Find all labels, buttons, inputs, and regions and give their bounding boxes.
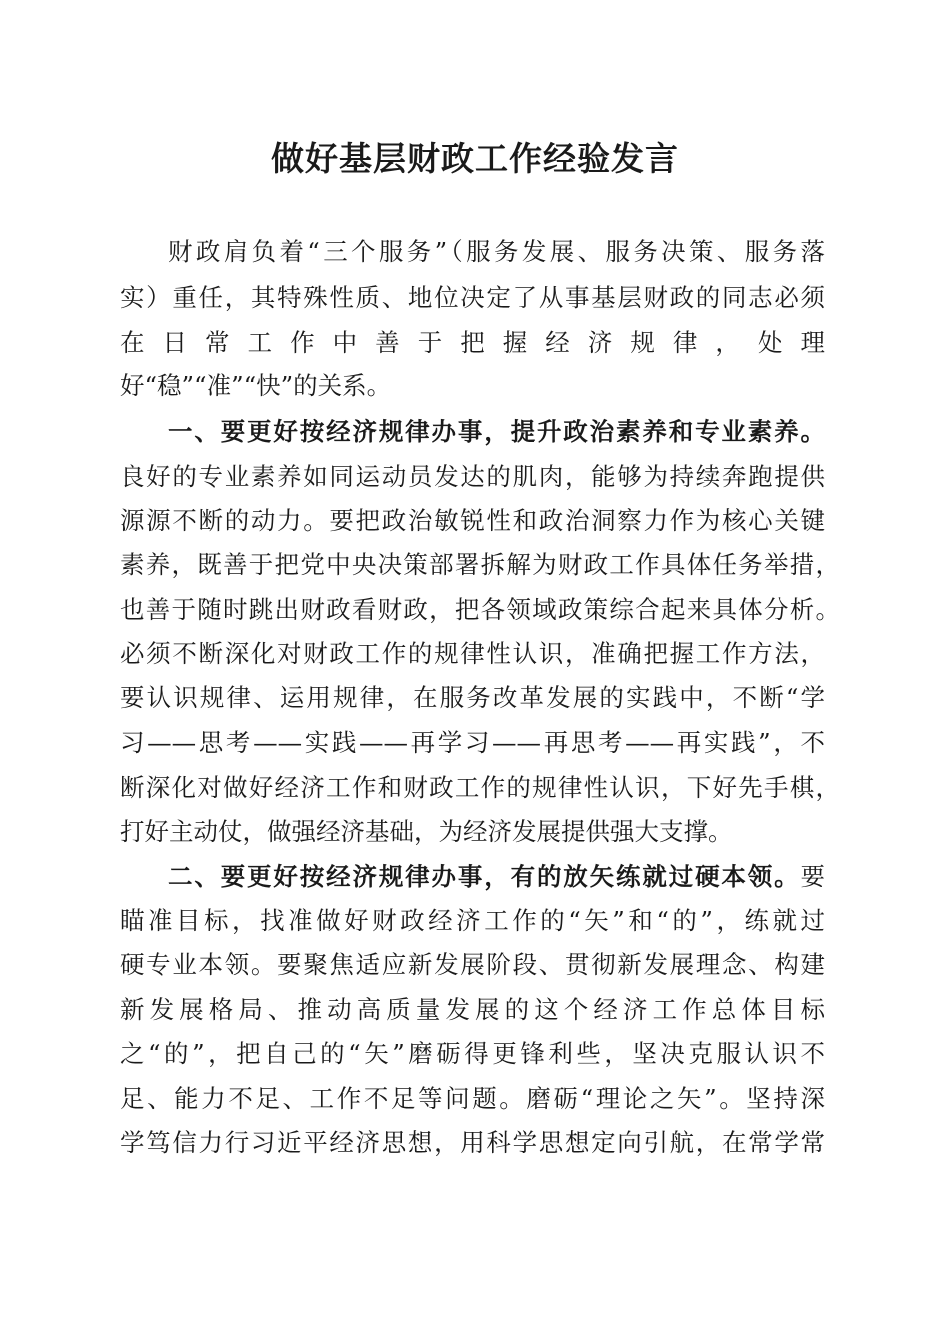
section2-line-5: 足、能力不足、工作不足等问题。磨砺“理论之矢”。坚持深 [120, 1084, 825, 1113]
section2-line-2: 硬专业本领。要聚焦适应新发展阶段、贯彻新发展理念、构建 [120, 950, 825, 979]
section1-line-1: 良好的专业素养如同运动员发达的肌肉，能够为持续奔跑提供 [120, 462, 825, 491]
section1-line-4: 也善于随时跳出财政看财政，把各领域政策综合起来具体分析。 [120, 595, 840, 624]
section1-line-9: 打好主动仗，做强经济基础，为经济发展提供强大支撑。 [120, 817, 733, 846]
intro-line-2: 实）重任，其特殊性质、地位决定了从事基层财政的同志必须 [120, 283, 825, 312]
section2-line-6: 学笃信力行习近平经济思想，用科学思想定向引航，在常学常 [120, 1128, 825, 1157]
intro-line-3: 在日常工作中善于把握经济规律，处理 [120, 328, 825, 357]
intro-line-4: 好“稳”“准”“快”的关系。 [120, 371, 392, 400]
section1-line-6: 要认识规律、运用规律，在服务改革发展的实践中，不断“学 [120, 683, 825, 712]
section2-heading: 二、要更好按经济规律办事，有的放矢练就过硬本领。 [168, 862, 801, 891]
section1-line-7: 习——思考——实践——再学习——再思考——再实践”，不 [120, 728, 825, 757]
section2-line-1: 瞄准目标，找准做好财政经济工作的“矢”和“的”，练就过 [120, 906, 825, 935]
section2-heading-tail: 要 [800, 862, 825, 891]
section1-heading: 一、要更好按经济规律办事，提升政治素养和专业素养。 [168, 417, 825, 446]
document-title: 做好基层财政工作经验发言 [271, 139, 679, 178]
section1-line-2: 源源不断的动力。要把政治敏锐性和政治洞察力作为核心关键 [120, 506, 825, 535]
section2-line-3: 新发展格局、推动高质量发展的这个经济工作总体目标 [120, 995, 825, 1024]
section2-first-line [120, 855, 825, 899]
section2-line-4: 之“的”，把自己的“矢”磨砺得更锋利些，坚决克服认识不 [120, 1039, 825, 1068]
intro-line-1: 财政肩负着“三个服务”（服务发展、服务决策、服务落 [168, 237, 825, 266]
section1-line-8: 断深化对做好经济工作和财政工作的规律性认识，下好先手棋， [120, 773, 840, 802]
section1-line-3: 素养，既善于把党中央决策部署拆解为财政工作具体任务举措， [120, 550, 840, 579]
section1-line-5: 必须不断深化对财政工作的规律性认识，准确把握工作方法， [120, 639, 825, 668]
